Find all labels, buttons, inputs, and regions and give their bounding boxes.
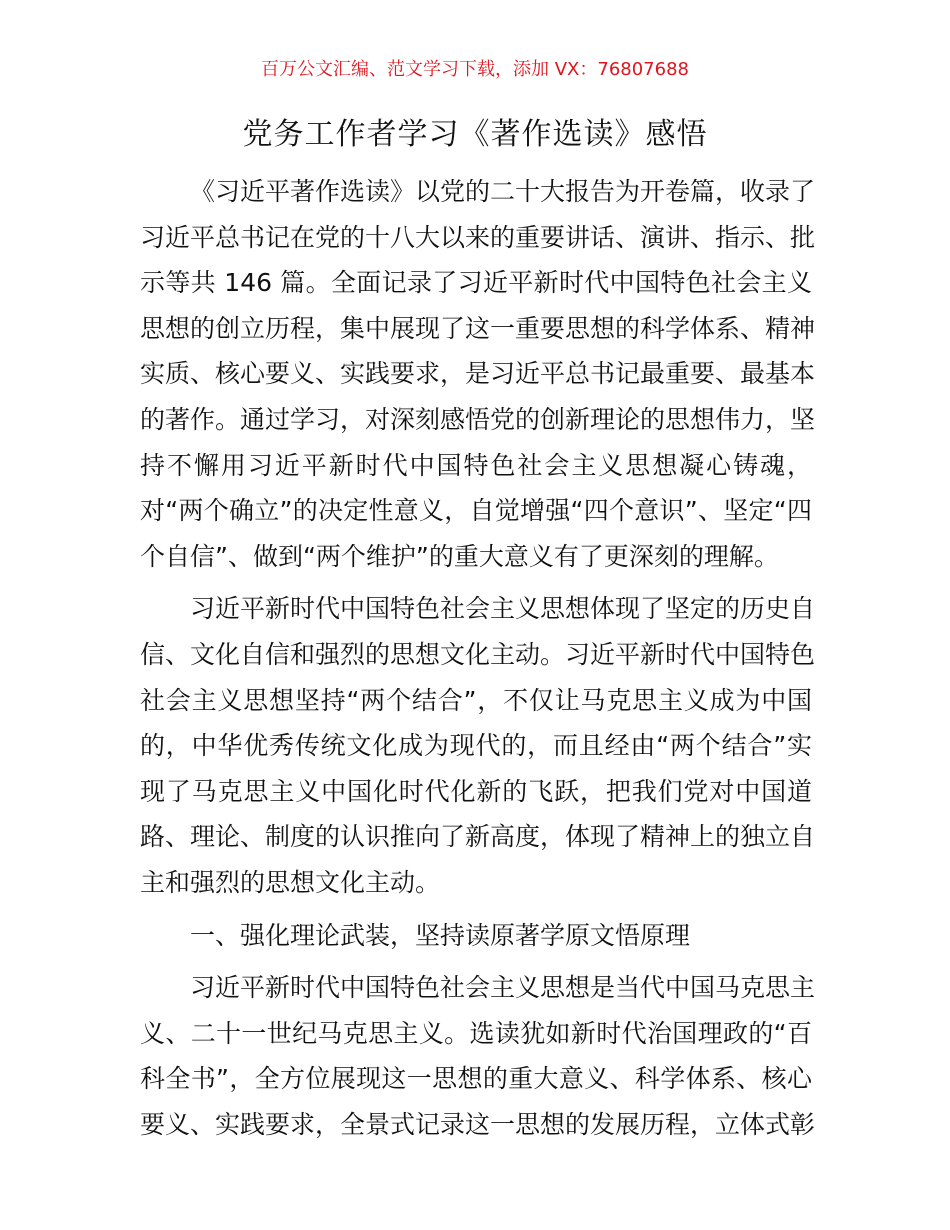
text-line: 《习近平著作选读》以党的二十大报告为开卷篇，收录了: [190, 177, 816, 206]
text-line: 社会主义思想坚持“两个结合”，不仅让马克思主义成为中国: [140, 685, 812, 715]
text-line: 实质、核心要义、实践要求，是习近平总书记最重要、最基本: [140, 359, 816, 389]
text-line: 个自信”、做到“两个维护”的重大意义有了更深刻的理解。: [140, 541, 779, 571]
section-heading-1: [140, 913, 812, 959]
text-line: 的，中华优秀传统文化成为现代的，而且经由“两个结合”实: [140, 731, 812, 761]
text-line: 习近平总书记在党的十八大以来的重要讲话、演讲、指示、批: [140, 222, 816, 252]
document-body: [140, 169, 816, 1147]
text-line: 习近平新时代中国特色社会主义思想体现了坚定的历史自: [190, 594, 816, 624]
text-line: 对“两个确立”的决定性意义，自觉增强“四个意识”、坚定“四: [140, 496, 812, 526]
text-line: 持不懈用习近平新时代中国特色社会主义思想凝心铸魂，: [140, 450, 812, 480]
paragraph-gap: [140, 579, 812, 586]
paragraph-section-1: [140, 965, 816, 1147]
text-line: 义、二十一世纪马克思主义。选读犹如新时代治国理政的“百: [140, 1018, 812, 1048]
paragraph-thought: [140, 586, 816, 905]
document-title: 党务工作者学习《著作选读》感悟: [242, 117, 708, 152]
text-line: 科全书”，全方位展现这一思想的重大意义、科学体系、核心: [140, 1064, 812, 1094]
text-line: 主和强烈的思想文化主动。: [140, 867, 441, 897]
paragraph-gap: [140, 906, 812, 913]
paragraph-intro: [140, 169, 816, 579]
text-line: 要义、实践要求，全景式记录这一思想的发展历程，立体式彰: [140, 1109, 816, 1139]
text-line: 路、理论、制度的认识推向了新高度，体现了精神上的独立自: [140, 822, 816, 852]
text-line: 信、文化自信和强烈的思想文化主动。习近平新时代中国特色: [140, 639, 816, 669]
text-line: 思想的创立历程，集中展现了这一重要思想的科学体系、精神: [140, 313, 816, 343]
paragraph-gap: [140, 958, 812, 965]
text-line: 现了马克思主义中国化时代化新的飞跃，把我们党对中国道: [140, 776, 812, 806]
text-line: 的著作。通过学习，对深刻感悟党的创新理论的思想伟力，坚: [140, 404, 816, 434]
section-heading: 一、强化理论武装，坚持读原著学原文悟原理: [190, 920, 691, 950]
text-line: 示等共 146 篇。全面记录了习近平新时代中国特色社会主义: [140, 268, 812, 298]
watermark-header: 百万公文汇编、范文学习下载，添加 VX：76807688: [261, 59, 689, 80]
text-line: 习近平新时代中国特色社会主义思想是当代中国马克思主: [190, 973, 816, 1003]
